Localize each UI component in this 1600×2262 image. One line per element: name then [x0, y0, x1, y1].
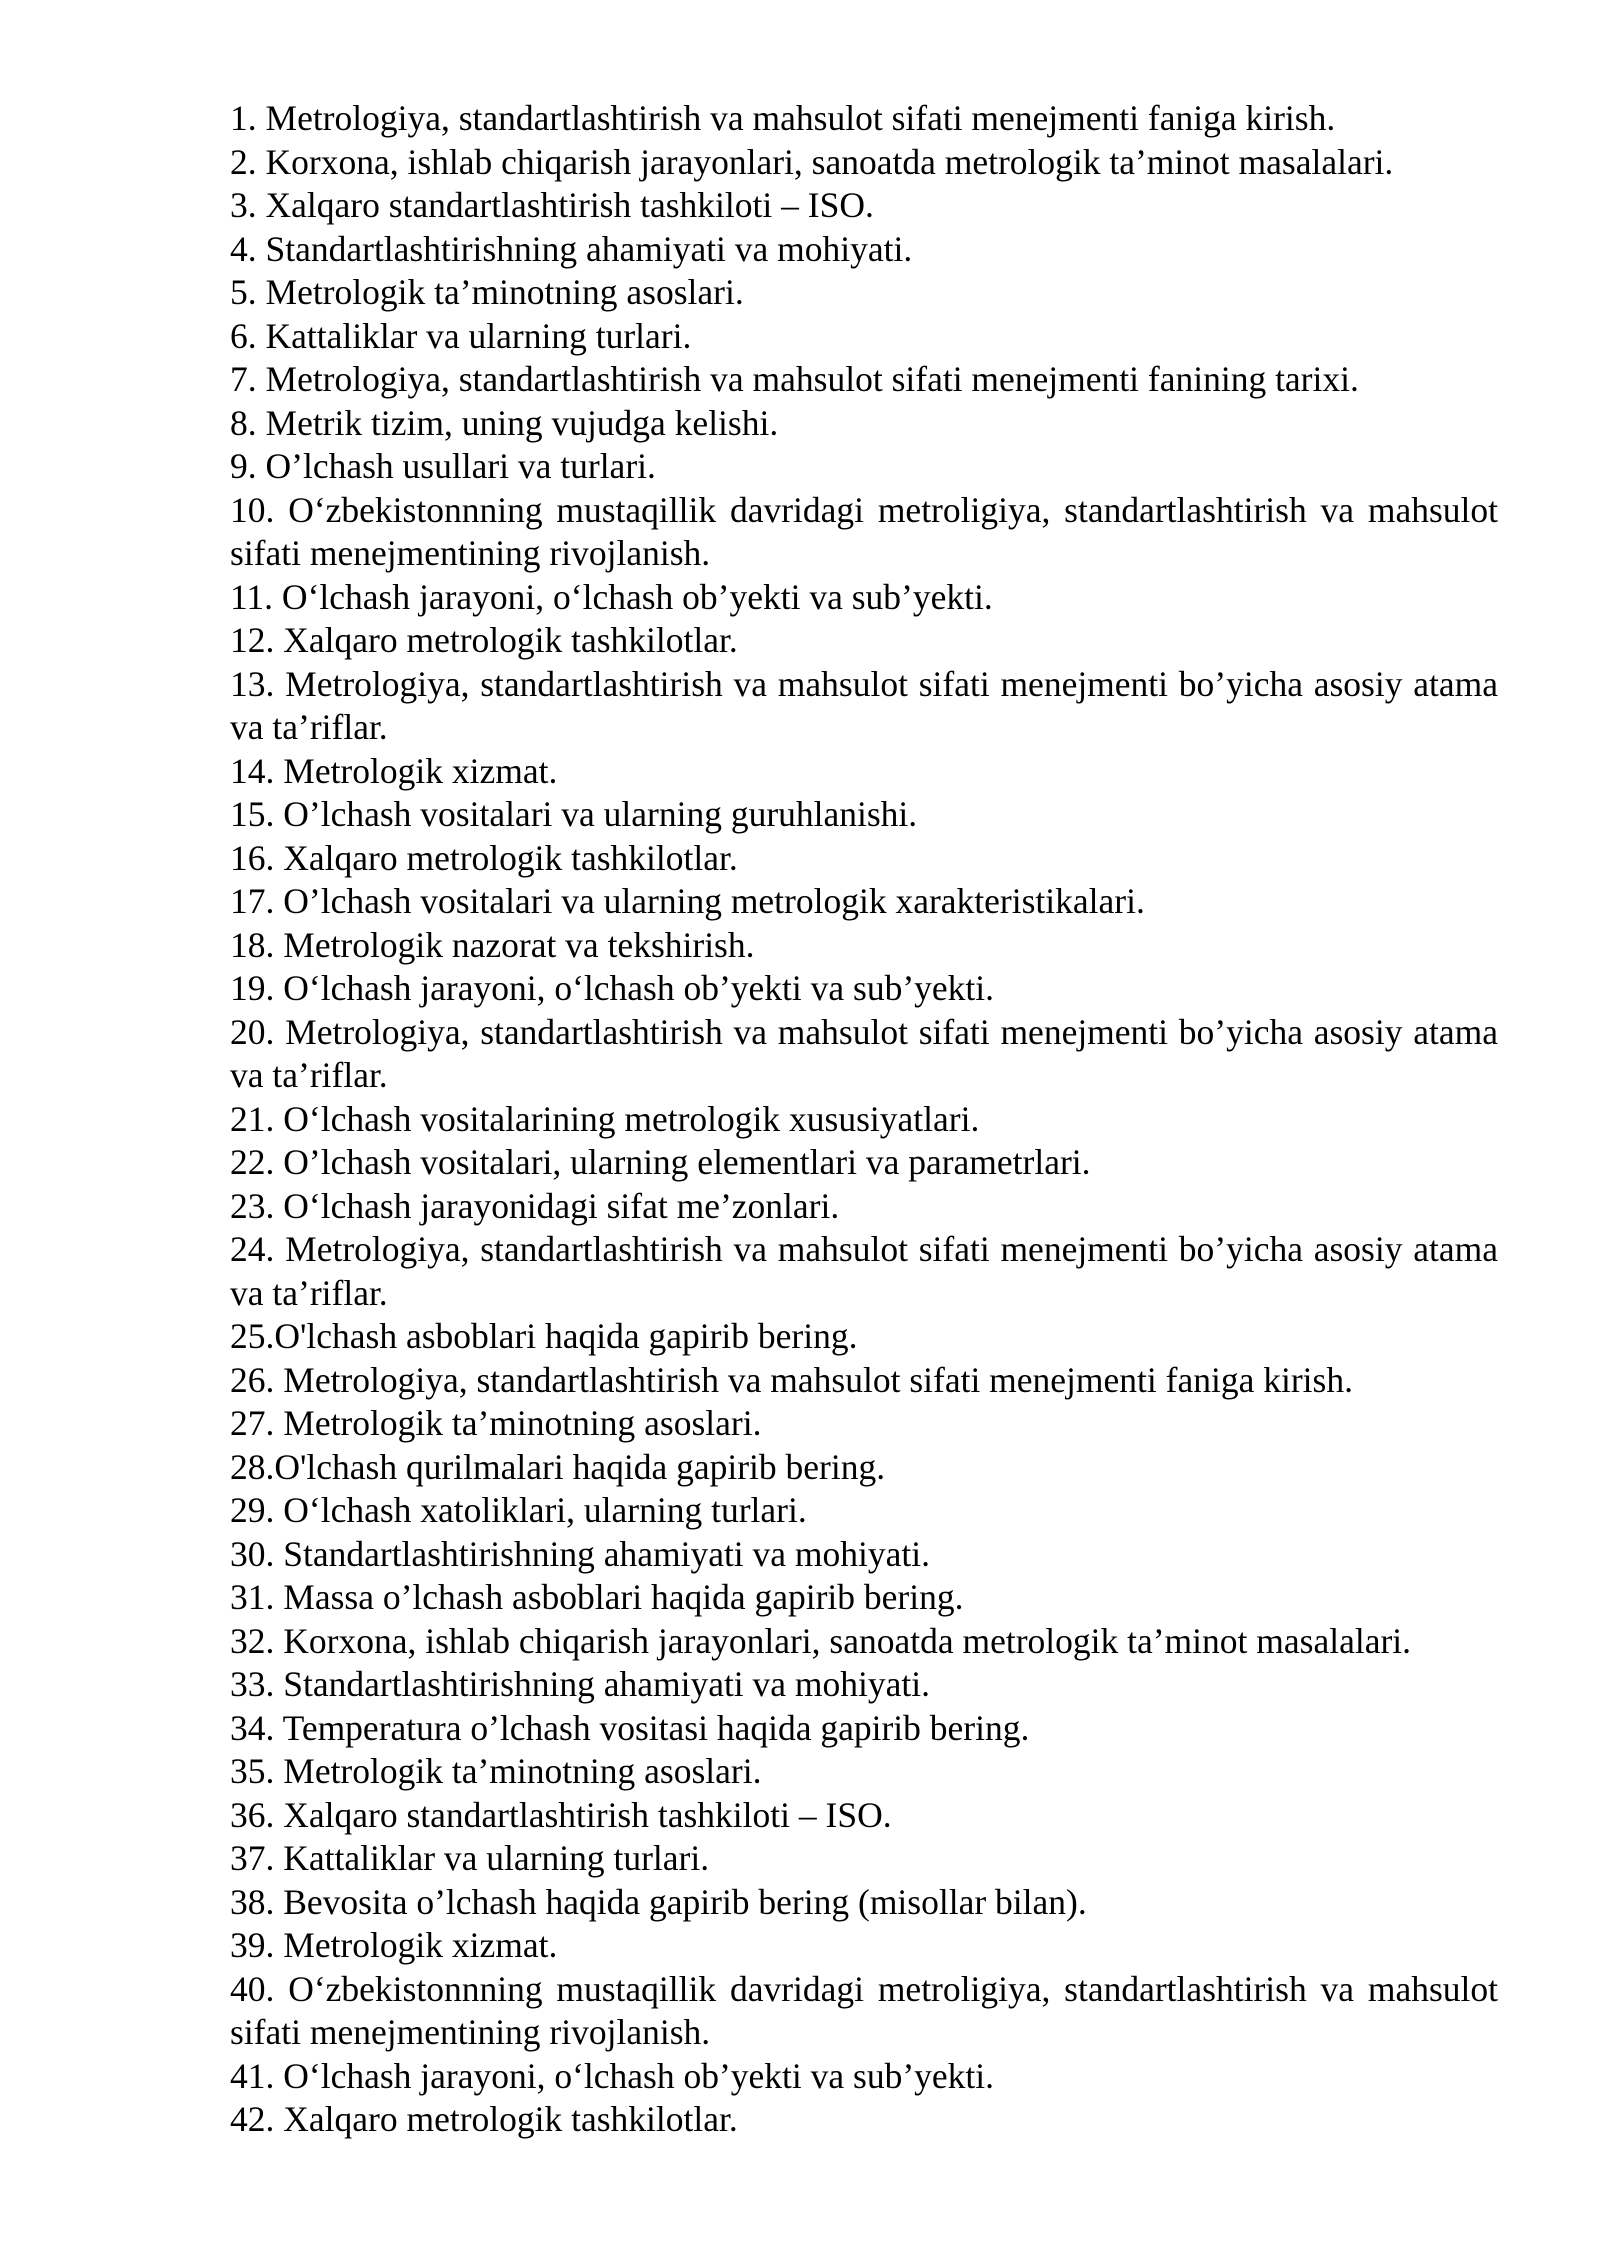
- list-item: 14. Metrologik xizmat.: [230, 750, 558, 791]
- list-item: 19. O‘lchash jarayoni, o‘lchash ob’yekti va sub’yekti.: [230, 968, 995, 1008]
- list-item: 35. Metrologik ta’minotning asoslari.: [230, 1751, 762, 1791]
- list-item: 25.O'lchash asboblari haqida gapirib bering.: [230, 1316, 858, 1356]
- list-item: 1. Metrologiya, standartlashtirish va mahsulot sifati menejmenti faniga kirish.: [230, 98, 1336, 138]
- question-list: [230, 97, 1498, 2142]
- list-item: 20. Metrologiya, standartlashtirish va mahsulot sifati menejmenti bo’yicha asosiy atama va ta’riflar.: [230, 1011, 1498, 1095]
- list-item: 7. Metrologiya, standartlashtirish va mahsulot sifati menejmenti fanining tarixi.: [230, 359, 1359, 399]
- list-item: 24. Metrologiya, standartlashtirish va mahsulot sifati menejmenti bo’yicha asosiy atama va ta’riflar.: [230, 1229, 1498, 1313]
- list-item: 16. Xalqaro metrologik tashkilotlar.: [230, 837, 738, 878]
- list-item: 22. O’lchash vositalari, ularning elementlari va parametrlari.: [230, 1142, 1091, 1182]
- list-item: 36. Xalqaro standartlashtirish tashkiloti – ISO.: [230, 1794, 892, 1835]
- list-item: 17. O’lchash vositalari va ularning metrologik xarakteristikalari.: [230, 881, 1145, 921]
- list-item: 15. O’lchash vositalari va ularning guruhlanishi.: [230, 794, 918, 834]
- list-item: 37. Kattaliklar va ularning turlari.: [230, 1838, 710, 1878]
- list-item: 34. Temperatura o’lchash vositasi haqida gapirib bering.: [230, 1707, 1030, 1748]
- list-item: 27. Metrologik ta’minotning asoslari.: [230, 1403, 762, 1443]
- list-item: 10. O‘zbekistonnning mustaqillik davridagi metroligiya, standartlashtirish va mahsulot sifati menejmentining rivojlanish.: [230, 489, 1498, 573]
- list-item: 39. Metrologik xizmat.: [230, 1925, 558, 1965]
- list-item: 2. Korxona, ishlab chiqarish jarayonlari, sanoatda metrologik ta’minot masalalari.: [230, 141, 1394, 182]
- list-item: 21. O‘lchash vositalarining metrologik xususiyatlari.: [230, 1098, 980, 1139]
- list-item: 42. Xalqaro metrologik tashkilotlar.: [230, 2099, 738, 2139]
- list-item: 3. Xalqaro standartlashtirish tashkiloti – ISO.: [230, 185, 874, 225]
- list-item: 28.O'lchash qurilmalari haqida gapirib bering.: [230, 1446, 886, 1487]
- list-item: 31. Massa o’lchash asboblari haqida gapirib bering.: [230, 1577, 964, 1617]
- list-item: 13. Metrologiya, standartlashtirish va mahsulot sifati menejmenti bo’yicha asosiy atama va ta’riflar.: [230, 663, 1498, 747]
- list-item: 33. Standartlashtirishning ahamiyati va mohiyati.: [230, 1664, 931, 1704]
- list-item: 30. Standartlashtirishning ahamiyati va mohiyati.: [230, 1533, 931, 1574]
- list-item: 26. Metrologiya, standartlashtirish va mahsulot sifati menejmenti faniga kirish.: [230, 1359, 1353, 1400]
- list-item: 29. O‘lchash xatoliklari, ularning turlari.: [230, 1490, 807, 1530]
- list-item: 38. Bevosita o’lchash haqida gapirib bering (misollar bilan).: [230, 1881, 1087, 1922]
- list-item: 4. Standartlashtirishning ahamiyati va mohiyati.: [230, 228, 913, 269]
- list-item: 8. Metrik tizim, uning vujudga kelishi.: [230, 402, 779, 443]
- list-item: 40. O‘zbekistonnning mustaqillik davridagi metroligiya, standartlashtirish va mahsulot sifati menejmentining rivojlanish.: [230, 1968, 1498, 2052]
- list-item: 5. Metrologik ta’minotning asoslari.: [230, 272, 744, 312]
- list-item: 41. O‘lchash jarayoni, o‘lchash ob’yekti va sub’yekti.: [230, 2055, 995, 2096]
- list-item: 23. O‘lchash jarayonidagi sifat me’zonlari.: [230, 1185, 840, 1226]
- list-item: 32. Korxona, ishlab chiqarish jarayonlari, sanoatda metrologik ta’minot masalalari.: [230, 1620, 1412, 1661]
- list-item: 12. Xalqaro metrologik tashkilotlar.: [230, 620, 738, 660]
- list-item: 6. Kattaliklar va ularning turlari.: [230, 315, 692, 356]
- list-item: 11. O‘lchash jarayoni, o‘lchash ob’yekti va sub’yekti.: [230, 576, 993, 617]
- list-item: 9. O’lchash usullari va turlari.: [230, 446, 656, 486]
- list-item: 18. Metrologik nazorat va tekshirish.: [230, 924, 755, 965]
